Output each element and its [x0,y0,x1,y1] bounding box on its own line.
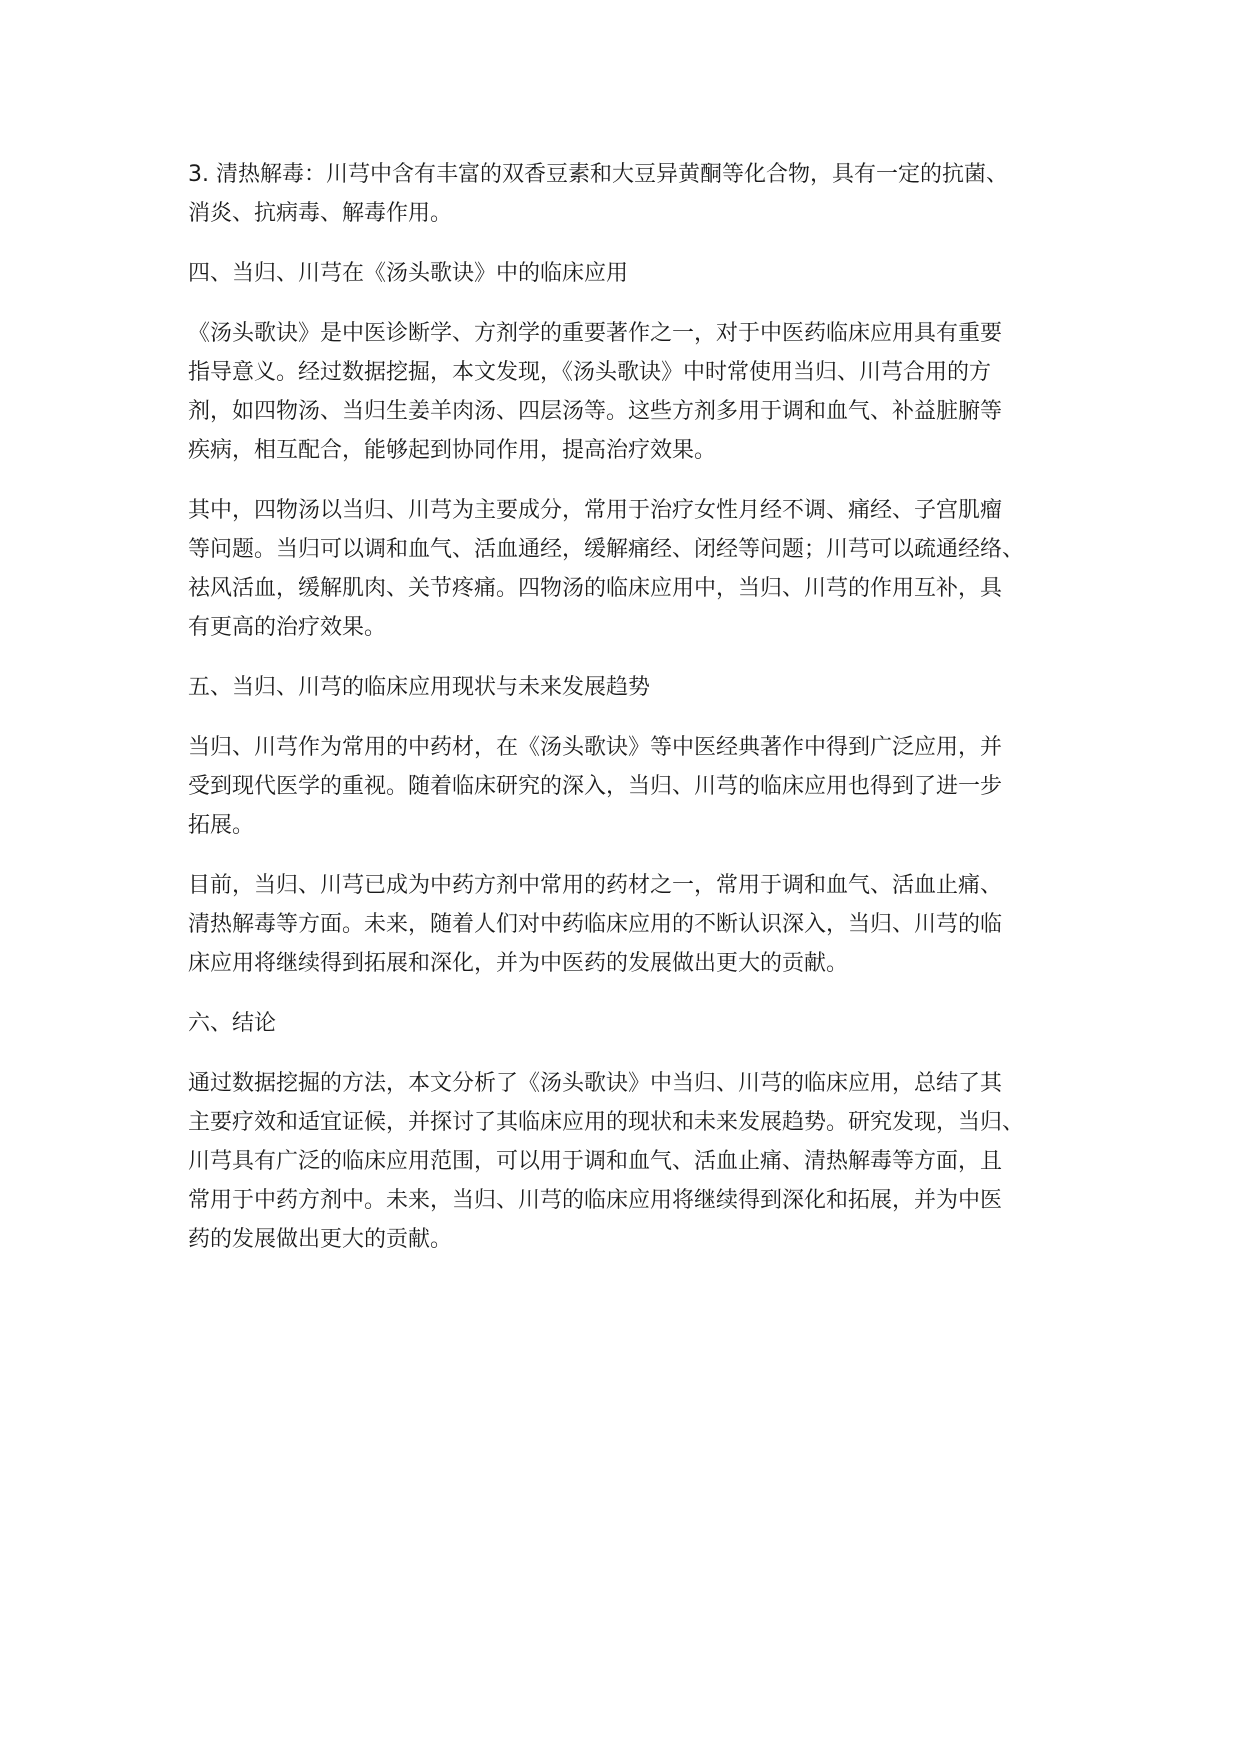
heading-text: 六、结论 [188,1011,277,1036]
section-heading-4 [188,254,1068,293]
text-line: 其中，四物汤以当归、川芎为主要成分，常用于治疗女性月经不调、痛经、子宫肌瘤 [188,498,1003,523]
text-line: 药的发展做出更大的贡献。 [188,1227,453,1252]
list-item-clear-heat-detox [188,155,1068,233]
section-heading-6 [188,1004,1068,1043]
text-line: 有更高的治疗效果。 [188,615,387,640]
text-line: 消炎、抗病毒、解毒作用。 [188,201,453,226]
heading-text: 四、当归、川芎在《汤头歌诀》中的临床应用 [188,261,629,286]
paragraph-tangtou-gejue [188,314,1068,470]
text-line: 主要疗效和适宜证候，并探讨了其临床应用的现状和未来发展趋势。研究发现，当归、 [188,1110,1025,1135]
paragraph-siwu-tang [188,491,1068,647]
text-line: 指导意义。经过数据挖掘，本文发现，《汤头歌诀》中时常使用当归、川芎合用的方 [188,360,992,385]
text-line: 通过数据挖掘的方法，本文分析了《汤头歌诀》中当归、川芎的临床应用，总结了其 [188,1071,1003,1096]
text-line: 床应用将继续得到拓展和深化，并为中医药的发展做出更大的贡献。 [188,951,849,976]
text-line: 《汤头歌诀》是中医诊断学、方剂学的重要著作之一，对于中医药临床应用具有重要 [188,321,1003,346]
text-line: 疾病，相互配合，能够起到协同作用，提高治疗效果。 [188,438,717,463]
text-line: 目前，当归、川芎已成为中药方剂中常用的药材之一，常用于调和血气、活血止痛、 [188,873,1003,898]
paragraph-future-trend [188,866,1068,983]
text-line: 3. 清热解毒：川芎中含有丰富的双香豆素和大豆异黄酮等化合物，具有一定的抗菌、 [188,162,1008,187]
text-line: 清热解毒等方面。未来，随着人们对中药临床应用的不断认识深入，当归、川芎的临 [188,912,1003,937]
text-line: 常用于中药方剂中。未来，当归、川芎的临床应用将继续得到深化和拓展，并为中医 [188,1188,1003,1213]
text-line: 祛风活血，缓解肌肉、关节疼痛。四物汤的临床应用中，当归、川芎的作用互补，具 [188,576,1003,601]
text-line: 剂，如四物汤、当归生姜羊肉汤、四层汤等。这些方剂多用于调和血气、补益脏腑等 [188,399,1003,424]
text-line: 等问题。当归可以调和血气、活血通经，缓解痛经、闭经等问题；川芎可以疏通经络、 [188,537,1025,562]
paragraph-current-status [188,728,1068,845]
text-line: 拓展。 [188,813,255,838]
document-body [188,155,1068,1259]
text-line: 川芎具有广泛的临床应用范围，可以用于调和血气、活血止痛、清热解毒等方面，且 [188,1149,1003,1174]
heading-text: 五、当归、川芎的临床应用现状与未来发展趋势 [188,675,651,700]
text-line: 受到现代医学的重视。随着临床研究的深入，当归、川芎的临床应用也得到了进一步 [188,774,1003,799]
paragraph-conclusion [188,1064,1068,1259]
text-line: 当归、川芎作为常用的中药材，在《汤头歌诀》等中医经典著作中得到广泛应用，并 [188,735,1003,760]
section-heading-5 [188,668,1068,707]
